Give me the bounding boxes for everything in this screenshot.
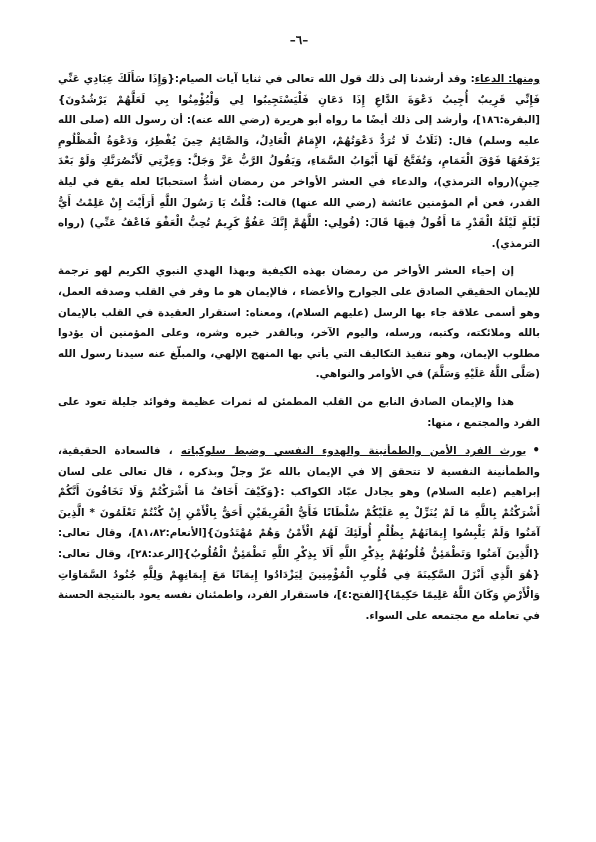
paragraph-iman	[58, 261, 540, 385]
page-number: –٦–	[289, 33, 309, 47]
bullet-marker: •	[532, 443, 540, 458]
paragraph-text: ، فالسعادة الحقيقية، والطمأنينة النفسية لا تتحقق إلا في الإيمان بالله عزّ وجلّ وبذكره ، قال تعالى على لسان إبراهيم (عليه السلام) وهو يجادل عبّاد الكواكب :{وَكَيْفَ أَخَافُ مَا أَشْرَكْتُمْ وَلَا تَخَافُونَ أَنَّكُمْ أَشْرَكْتُمْ بِاللَّهِ مَا لَمْ يُنَزِّلْ بِهِ عَلَيْكُمْ سُلْطَانًا فَأَيُّ الْفَرِيقَيْنِ أَحَقُّ بِالْأَمْنِ إِنْ كُنْتُمْ تَعْلَمُونَ * الَّذِينَ آمَنُوا وَلَمْ يَلْبِسُوا إِيمَانَهُمْ بِظُلْمٍ أُولَئِكَ لَهُمُ الْأَمْنُ وَهُمْ مُهْتَدُونَ}[الأنعام:٨١،٨٢]، وقال تعالى:{الَّذِينَ آمَنُوا وَتَطْمَئِنُّ قُلُوبُهُمْ بِذِكْرِ اللَّهِ أَلَا بِذِكْرِ اللَّهِ تَطْمَئِنُّ الْقُلُوبُ}[الرعد:٢٨]، وقال تعالى:{هُوَ الَّذِي أَنْزَلَ السَّكِينَةَ فِي قُلُوبِ الْمُؤْمِنِينَ لِيَزْدَادُوا إِيمَانًا مَعَ إِيمَانِهِمْ وَلِلَّهِ جُنُودُ السَّمَاوَاتِ وَالْأَرْضِ وَكَانَ اللَّهُ عَلِيمًا حَكِيمًا}[الفتح:٤]، فاستقرار الفرد، واطمئنان نفسه يعود بالنتيجة الحسنة في تعامله مع مجتمعه على السواء.	[58, 445, 541, 622]
paragraph-text: : وقد أرشدنا إلى ذلك قول الله تعالى في ثنايا آيات الصيام:{وَإِذَا سَأَلَكَ عِبَادِي عَنِّي فَإِنِّي قَرِيبٌ أُجِيبُ دَعْوَةَ الدَّاعِ إِذَا دَعَانِ فَلْيَسْتَجِيبُوا لِي وَلْيُؤْمِنُوا بِي لَعَلَّهُمْ يَرْشُدُونَ} [البقرة:١٨٦]، وأرشد إلى ذلك أيضًا ما رواه أبو هريرة (رضي الله عنه): أن رسول الله (صلى الله عليه وسلم) قال: (ثَلَاثٌ لَا تُرَدُّ دَعْوَتُهُمْ، الإِمَامُ الْعَادِلُ، وَالصَّائِمُ حِينَ يُفْطِرُ، وَدَعْوَةُ الْمَظْلُومِ يَرْفَعُهَا فَوْقَ الْغَمَامِ، وَتُفَتَّحُ لَهَا أَبْوَابُ السَّمَاءِ، وَيَقُولُ الرَّبُّ عَزَّ وَجَلَّ: وَعِزَّتِي لَأَنْصُرَنَّكِ وَلَوْ بَعْدَ حِينٍ)(رواه الترمذي)، والدعاء في العشر الأواخر من رمضان أشدُّ استحبابًا لعله يقع في ليلة القدر، فعن أم المؤمنين عائشة (رضي الله عنها) قالت: قُلْتُ يَا رَسُولَ اللَّهِ أَرَأَيْتَ إِنْ عَلِمْتُ أَيُّ لَيْلَةٍ لَيْلَةُ الْقَدْرِ مَا أَقُولُ فِيهَا قَالَ: (قُولِي: اللَّهُمَّ إِنَّكَ عَفُوٌّ كَرِيمٌ تُحِبُّ الْعَفْوَ فَاعْفُ عَنِّي) (رواه الترمذي).	[58, 73, 540, 250]
paragraph-text: هذا والإيمان الصادق النابع من القلب المطمئن له ثمرات عظيمة وفوائد جليلة تعود على الفرد والمجتمع ، منها:	[58, 395, 540, 429]
bullet-title: يورث الفرد الأمن والطمأنينة والهدوء النفسي وضبط سلوكياته	[180, 445, 527, 458]
paragraph-text: إن إحياء العشر الأواخر من رمضان بهذه الكيفية وبهذا الهدي النبوي الكريم لهو ترجمة للإيمان الحقيقي الصادق على الجوارح والأعضاء ، فالإيمان هو ما وقر في القلب وصدقه العمل، وهو أسمى علاقة جاء بها الرسل (عليهم السلام)، ومعناه: استقرار العقيدة في القلب بالإيمان بالله وملائكته، وكتبه، ورسله، واليوم الآخر، وبالقدر خيره وشره، وعلى المؤمنين أن يؤدوا مطلوب الإيمان، وهو تنفيذ التكاليف التي يأتي بها المنهج الإلهي، والمبلّغ عنه سيدنا رسول الله (صَلَّى اللَّهُ عَلَيْهِ وَسَلَّمَ) في الأوامر والنواهي.	[58, 265, 540, 381]
page-content	[58, 69, 540, 626]
bullet-item	[58, 440, 540, 626]
paragraph-dua	[58, 69, 540, 254]
paragraph-fruits	[58, 392, 540, 433]
section-heading-dua: ومنها: الدعاء	[474, 73, 540, 85]
